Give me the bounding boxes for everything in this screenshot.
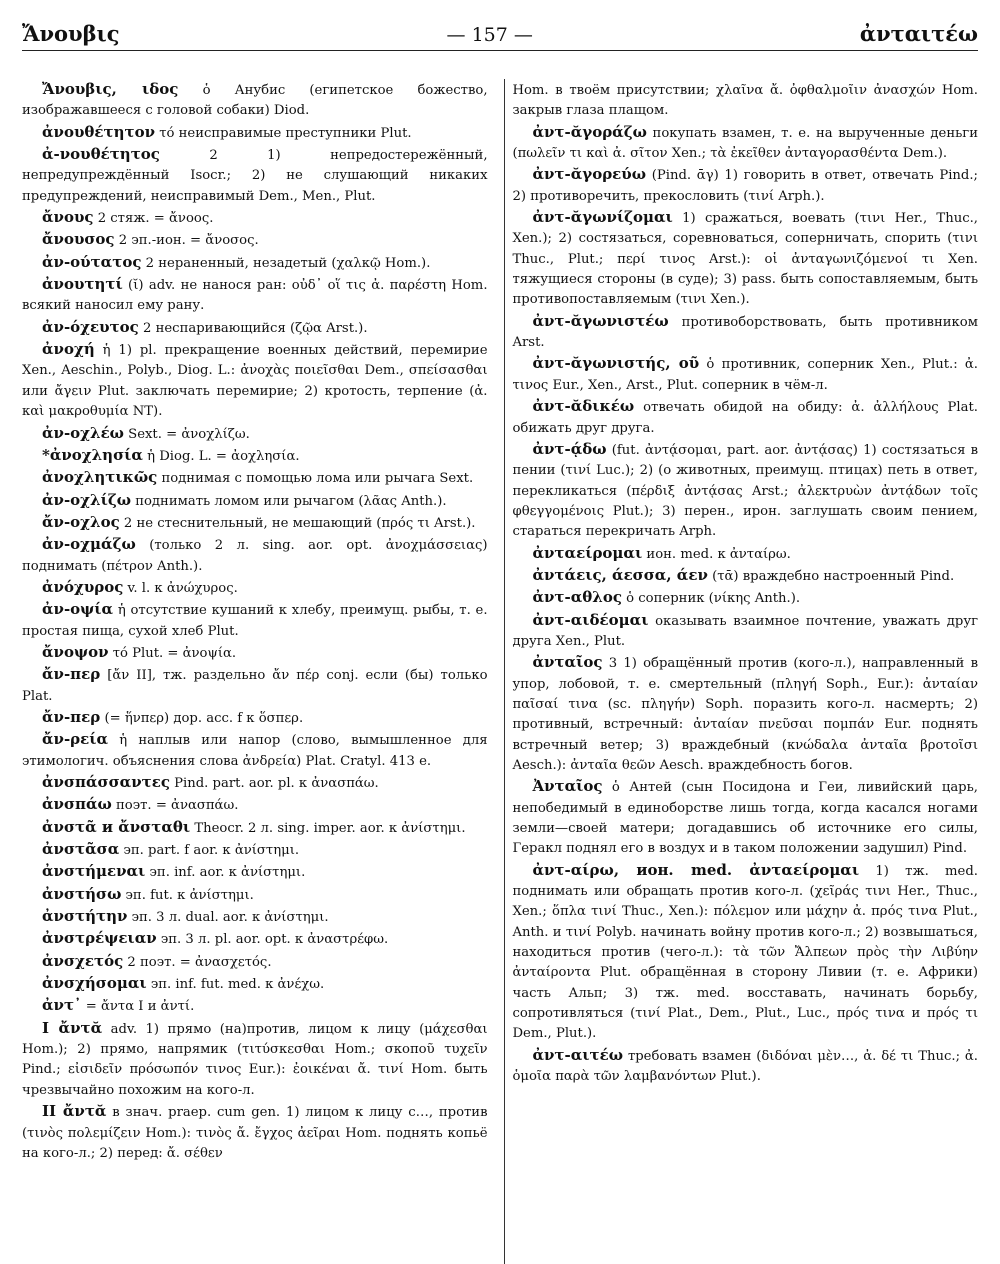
dictionary-entry: [22, 817, 488, 839]
entry-definition: ὁ Антей (сын Посидона и Геи, ливийский царь, непобедимый в единоборстве лишь тогда, когда касался ногами земли—своей матери; догадавшись об источнике его силы, Геракл поднял его в воздух и в таком положении задушил) Pind.: [512, 780, 978, 857]
entry-definition: (только 2 л. sing. aor. opt. ἀνοχμάσσειας) поднимать (πέτρον Anth.).: [22, 538, 488, 574]
entry-headword: I ἄντᾰ: [42, 1018, 103, 1037]
entry-headword: ἀντ-αιδέομαι: [532, 610, 649, 629]
dictionary-entry: [512, 543, 978, 565]
entry-definition: 2 не стеснительный, не мешающий (πρός τι Arst.).: [119, 515, 476, 531]
entry-headword: ἀνόχυρος: [42, 577, 124, 596]
entry-headword: ἀνσπάσσαντες: [42, 773, 170, 791]
entry-headword: ἀντ-ᾰγορεύω: [532, 165, 646, 184]
entry-definition: отвечать обидой на обиду: ἀ. ἀλλήλους Plat. обижать друг друга.: [512, 400, 978, 436]
dictionary-entry: [512, 587, 978, 609]
dictionary-entry: [22, 317, 488, 339]
entry-headword: ἀνστᾶσα: [42, 840, 120, 859]
entry-headword: ἀντ-ᾰγοράζω: [532, 122, 647, 141]
dictionary-entry: [512, 439, 978, 543]
dictionary-entry: [512, 565, 978, 587]
dictionary-entry: [512, 122, 978, 165]
entry-headword: ἄν-οχλος: [42, 512, 120, 531]
entry-headword: ἀντ-αθλος: [532, 588, 622, 607]
dictionary-entry: [512, 353, 978, 396]
dictionary-entry: [22, 772, 488, 794]
entry-definition: покупать взамен, т. е. на вырученные деньги (πωλεῖν τι καὶ ἀ. σῖτον Xen.; τὰ ἐκεῖθεν ἀνταγορασθέντα Dem.).: [512, 125, 978, 162]
entry-definition: в знач. praep. cum gen. 1) лицом к лицу с…, против (τινὸς πολεμίζειν Hom.): τινὸς ἄ. ἔγχος ἀεῖραι Hom. поднять копьё на кого-л.; 2) перед: ἄ. σέθεν: [22, 1105, 488, 1161]
dictionary-entry: [22, 1101, 488, 1164]
entry-headword: ἀνστᾶ и ἄνσταθι: [42, 817, 191, 836]
entry-headword: ἀνουθέτητον: [42, 122, 155, 141]
dictionary-entry: [22, 467, 488, 489]
entry-headword: ἀντ-ᾴδω: [532, 439, 607, 458]
entry-headword: ἀντάεις, άεσσα, άεν: [532, 565, 708, 584]
entry-headword: ἄν-περ: [42, 665, 101, 684]
entry-headword: ἀνοχλητικῶς: [42, 468, 158, 487]
entry-definition: ὁ соперник (νίκης Anth.).: [621, 591, 801, 607]
entry-definition: ион. med. к ἀνταίρω.: [642, 546, 791, 562]
dictionary-entry: [22, 906, 488, 928]
entry-headword: ἀνστήτην: [42, 907, 128, 926]
entry-headword: Ἄνουβις, ιδος: [42, 80, 179, 98]
entry-headword: ἀνστήσω: [42, 884, 122, 903]
entry-headword: ἀντ-ᾰδικέω: [532, 397, 635, 416]
entry-definition: 3 1) обращённый против (кого-л.), направленный в упор, лобовой, т. е. смертельный (πληγή Soph., Eur.): ἀνταίαν παῖσαί τινα (sc. πληγήν) Soph. поразить кого-л. насмерть; 2) противный, встречный: ἀνταίαν πνεῦσαι πομπάν Eur. поднять встречный ветер; 3) враждебный (κνώδαλα ἀνταῖα βροτοῖσι Aesch.): ἀνταῖα θεῶν Aesch. враждебность богов.: [512, 656, 978, 773]
dictionary-entry: [22, 445, 488, 467]
entry-definition: оказывать взаимное почтение, уважать друг друга Xen., Plut.: [512, 613, 978, 649]
entry-definition: 2 стяж. = ἄνοος.: [93, 211, 214, 227]
entry-definition: эп. inf. fut. med. к ἀνέχω.: [146, 977, 325, 993]
entry-definition: (fut. ἀντᾴσομαι, part. aor. ἀντᾴσας) 1) состязаться в пении (τινί Luc.); 2) (о животных, преимущ. птицах) петь в ответ, перекликаться (πέρδιξ ἀντᾴσας Arst.; ἀλεκτρυὼν ἀντᾴδων τοῖς φθεγγομένοις Plut.); 3) перен., ирон. заглушать своим пением, стараться перекричать Arph.: [512, 442, 978, 540]
entry-definition: ὁ противник, соперник Xen., Plut.: ἀ. τινος Eur., Xen., Arst., Plut. соперник в чём-л.: [512, 357, 978, 393]
dictionary-entry: [22, 973, 488, 995]
entry-headword: ἀνταείρομαι: [532, 543, 643, 562]
dictionary-entry: [22, 490, 488, 512]
entry-definition: (ῐ) adv. не нанося ран: οὐδ᾽ οἵ τις ἀ. παρέστη Hom. всякий наносил ему рану.: [22, 278, 488, 314]
entry-headword: ἀντ-ᾰγωνίζομαι: [532, 208, 673, 227]
dictionary-entry: [22, 144, 488, 207]
dictionary-entry: [22, 729, 488, 772]
entry-headword: ἀν-οχλίζω: [42, 490, 131, 509]
page-header: [22, 14, 978, 46]
entry-headword: ἀνσχετός: [42, 951, 124, 970]
dictionary-entry: [512, 164, 978, 207]
header-left-word: Ἄνουβις: [22, 21, 120, 46]
dictionary-entry: [22, 534, 488, 577]
header-rule: [22, 50, 978, 51]
left-column: [22, 79, 498, 1264]
dictionary-entry: [512, 311, 978, 354]
entry-headword: ἀντ-αίρω, ион. med. ἀνταείρομαι: [532, 860, 860, 879]
dictionary-entry: [512, 652, 978, 776]
entry-definition: 2 неспаривающийся (ζῷα Arst.).: [138, 320, 368, 336]
dictionary-entry: [22, 995, 488, 1017]
dictionary-entry: [22, 1018, 488, 1101]
entry-definition: эп. 3 л. dual. aor. к ἀνίστημι.: [127, 910, 329, 926]
entry-headword: ἀνσπάω: [42, 795, 112, 814]
entry-definition: 2 поэт. = ἀνασχετός.: [123, 954, 272, 970]
entry-headword: *ἀνοχλησία: [42, 445, 143, 464]
dictionary-entry: [22, 599, 488, 642]
entry-definition: 1) тж. med. поднимать или обращать против кого-л. (χεῖράς τινι Her., Thuc., Xen.; ὅπλα τινί Thuc., Xen.): πόλεμον или μάχην ἀ. πρός τινα Plut., Anth. и τινί Polyb. начинать войну против кого-л.; 2) возвышаться, находиться против (чего-л.): τὰ τῶν Ἄλπεων πρὸς τὴν Λιβύην ἀνταίροντα Plut. обращённая в сторону Ливии (т. е. Африки) часть Альп; 3) тж. med. восставать, начинать борьбу, сопротивляться (τινί Plat., Dem., Plut., Luc., πρός τινα и πρός τι Dem., Plut.).: [512, 863, 978, 1042]
entry-definition: ἡ наплыв или напор (слово, вымышленное для этимологич. объяснения слова ἀνδρεία) Plat. Cratyl. 413 e.: [22, 733, 488, 769]
dictionary-entry: [512, 860, 978, 1045]
dictionary-entry: [22, 884, 488, 906]
entry-definition: Sext. = ἀνοχλίζω.: [123, 426, 250, 442]
dictionary-entry: [22, 207, 488, 229]
entry-definition: ὁ Анубис (египетское божество, изображавшееся с головой собаки) Diod.: [22, 83, 488, 119]
entry-definition: 1) сражаться, воевать (τινι Her., Thuc., Xen.); 2) состязаться, соревноваться, соперничать, спорить (τινι Thuc., Plut.; περί τινος Arst.): οἱ ἀνταγωνιζόμενοί τι Xen. тяжущиеся стороны (в суде); 3) pass. быть сопоставляемым, быть противопоставляемым (τινι Xen.).: [512, 211, 978, 308]
entry-definition: эп. fut. к ἀνίστημι.: [121, 887, 254, 903]
dictionary-entry: [22, 423, 488, 445]
dictionary-entry: [22, 274, 488, 317]
dictionary-entry: [22, 794, 488, 816]
dictionary-entry: [512, 396, 978, 439]
entry-headword: ἀνουτητί: [42, 275, 123, 294]
entry-headword: ἀντ-ᾰγωνιστέω: [532, 311, 669, 330]
dictionary-entry: [22, 951, 488, 973]
entry-headword: ἄν-ρεία: [42, 730, 109, 749]
entry-definition: Theocr. 2 л. sing. imper. aor. к ἀνίστημι.: [190, 820, 466, 836]
entry-definition: 2 нераненный, незадетый (χαλκῷ Hom.).: [141, 255, 431, 271]
entry-headword: ἀντ᾽: [42, 996, 82, 1015]
entry-definition: τό Plut. = ἀνοψία.: [108, 645, 237, 661]
entry-definition: v. l. к ἀνώχυρος.: [123, 580, 238, 596]
columns: [22, 79, 978, 1264]
entry-definition: ἡ Diog. L. = ἀοχλησία.: [142, 448, 300, 464]
dictionary-entry: [22, 577, 488, 599]
entry-headword: ἀντ-αιτέω: [532, 1045, 624, 1064]
column-divider: [504, 79, 505, 1264]
entry-definition: поднимать ломом или рычагом (λᾶας Anth.).: [131, 493, 447, 509]
entry-headword: ἀνοχή: [42, 340, 95, 359]
dictionary-entry: [512, 776, 978, 859]
dictionary-entry: [22, 664, 488, 707]
entry-headword: Ἀνταῖος: [532, 777, 603, 796]
entry-headword: ἀνστήμεναι: [42, 862, 146, 881]
entry-definition: ἡ 1) pl. прекращение военных действий, перемирие Xen., Aeschin., Polyb., Diog. L.: ἀνοχὰς ποιεῖσθαι Dem., σπείσασθαι или ἄγειν Plut. заключать перемирие; 2) кротость, терпение (ἀ. καὶ μακροθυμία NT).: [22, 343, 488, 420]
dictionary-entry: [512, 610, 978, 653]
entry-headword: II ἄντᾰ: [42, 1102, 107, 1121]
dictionary-entry: [512, 79, 978, 122]
page-number: — 157 —: [446, 24, 533, 46]
entry-definition: (τᾱ) враждебно настроенный Pind.: [707, 568, 955, 584]
entry-headword: ἀ-νουθέτητος: [42, 145, 160, 164]
entry-definition: ἡ отсутствие кушаний к хлебу, преимущ. рыбы, т. е. простая пища, сухой хлеб Plut.: [22, 603, 488, 639]
entry-definition: (Pind. ᾱγ) 1) говорить в ответ, отвечать Pind.; 2) противоречить, прекословить (τινί Arph.).: [512, 168, 978, 204]
dictionary-entry: [22, 839, 488, 861]
entry-headword: ἀντ-ᾰγωνιστής, οῦ: [532, 354, 700, 373]
dictionary-entry: [22, 861, 488, 883]
entry-headword: ἀνσχήσομαι: [42, 974, 147, 993]
dictionary-entry: [22, 122, 488, 144]
dictionary-entry: [22, 928, 488, 950]
dictionary-entry: [22, 512, 488, 534]
dictionary-entry: [22, 229, 488, 251]
dictionary-entry: [22, 79, 488, 122]
entry-definition: = ἄντα I и ἀντί.: [81, 999, 195, 1015]
entry-definition: эп. part. f aor. к ἀνίστημι.: [119, 843, 300, 859]
dictionary-entry: [22, 252, 488, 274]
entry-definition: 2 1) непредостережённый, непредупреждённый Isocr.; 2) не слушающий никаких предупреждений, неисправимый Dem., Men., Plut.: [22, 148, 488, 204]
dictionary-entry: [22, 707, 488, 729]
entry-definition: adv. 1) прямо (на)против, лицом к лицу (μάχεσθαι Hom.); 2) прямо, напрямик (τιτύσκεσθαι Hom.; σκοποῦ τυχεῖν Pind.; εἰσιδεῖν πρόσωπόν τινος Eur.): ἐοικέναι ἄ. τινί Hom. быть чрезвычайно похожим на кого-л.: [22, 1021, 488, 1098]
entry-headword: ἄνοψον: [42, 642, 109, 661]
right-column: [510, 79, 978, 1264]
dictionary-entry: [22, 642, 488, 664]
entry-definition: τό неисправимые преступники Plut.: [155, 125, 412, 141]
entry-definition: поэт. = ἀνασπάω.: [111, 798, 239, 814]
entry-headword: ἀνταῖος: [532, 653, 603, 672]
entry-headword: ἄν-περ: [42, 707, 101, 726]
entry-definition: поднимая с помощью лома или рычага Sext.: [157, 471, 474, 487]
entry-definition: противоборствовать, быть противником Arst.: [512, 314, 978, 351]
entry-definition: эп. 3 л. pl. aor. opt. к ἀναστρέφω.: [156, 932, 389, 948]
entry-definition: [ἄν II], тж. раздельно ἄν πέρ conj. если (бы) только Plat.: [22, 668, 488, 704]
header-right-word: ἀνταιτέω: [859, 21, 978, 46]
entry-headword: ἄνους: [42, 208, 94, 227]
entry-headword: ἄνουσος: [42, 230, 115, 249]
entry-headword: ἀν-οχμάζω: [42, 535, 136, 554]
entry-headword: ἀν-οψία: [42, 600, 114, 619]
entry-definition: (= ἥνπερ) дор. acc. f к ὅσπερ.: [100, 710, 304, 726]
dictionary-entry: [22, 339, 488, 422]
entry-definition: эп. inf. aor. к ἀνίστημι.: [145, 865, 306, 881]
dictionary-entry: [512, 1045, 978, 1088]
entry-definition: 2 эп.-ион. = ἄνοσος.: [114, 233, 259, 249]
dictionary-entry: [512, 207, 978, 311]
entry-headword: ἀν-ούτατος: [42, 252, 142, 271]
entry-headword: ἀνστρέψειαν: [42, 929, 157, 948]
entry-headword: ἀν-οχλέω: [42, 423, 124, 442]
entry-definition: Hom. в твоём присутствии; χλαῖνα ἄ. ὀφθαλμοῖιν ἀνασχών Hom. закрыв глаза плащом.: [512, 83, 978, 119]
entry-definition: Pind. part. aor. pl. к ἀνασπάω.: [169, 776, 379, 791]
entry-definition: требовать взамен (διδόναι μὲν…, ἀ. δέ τι Thuc.; ἀ. ὁμοῖα παρὰ τῶν λαμβανόντων Plut.).: [512, 1048, 978, 1085]
entry-headword: ἀν-όχευτος: [42, 317, 139, 336]
